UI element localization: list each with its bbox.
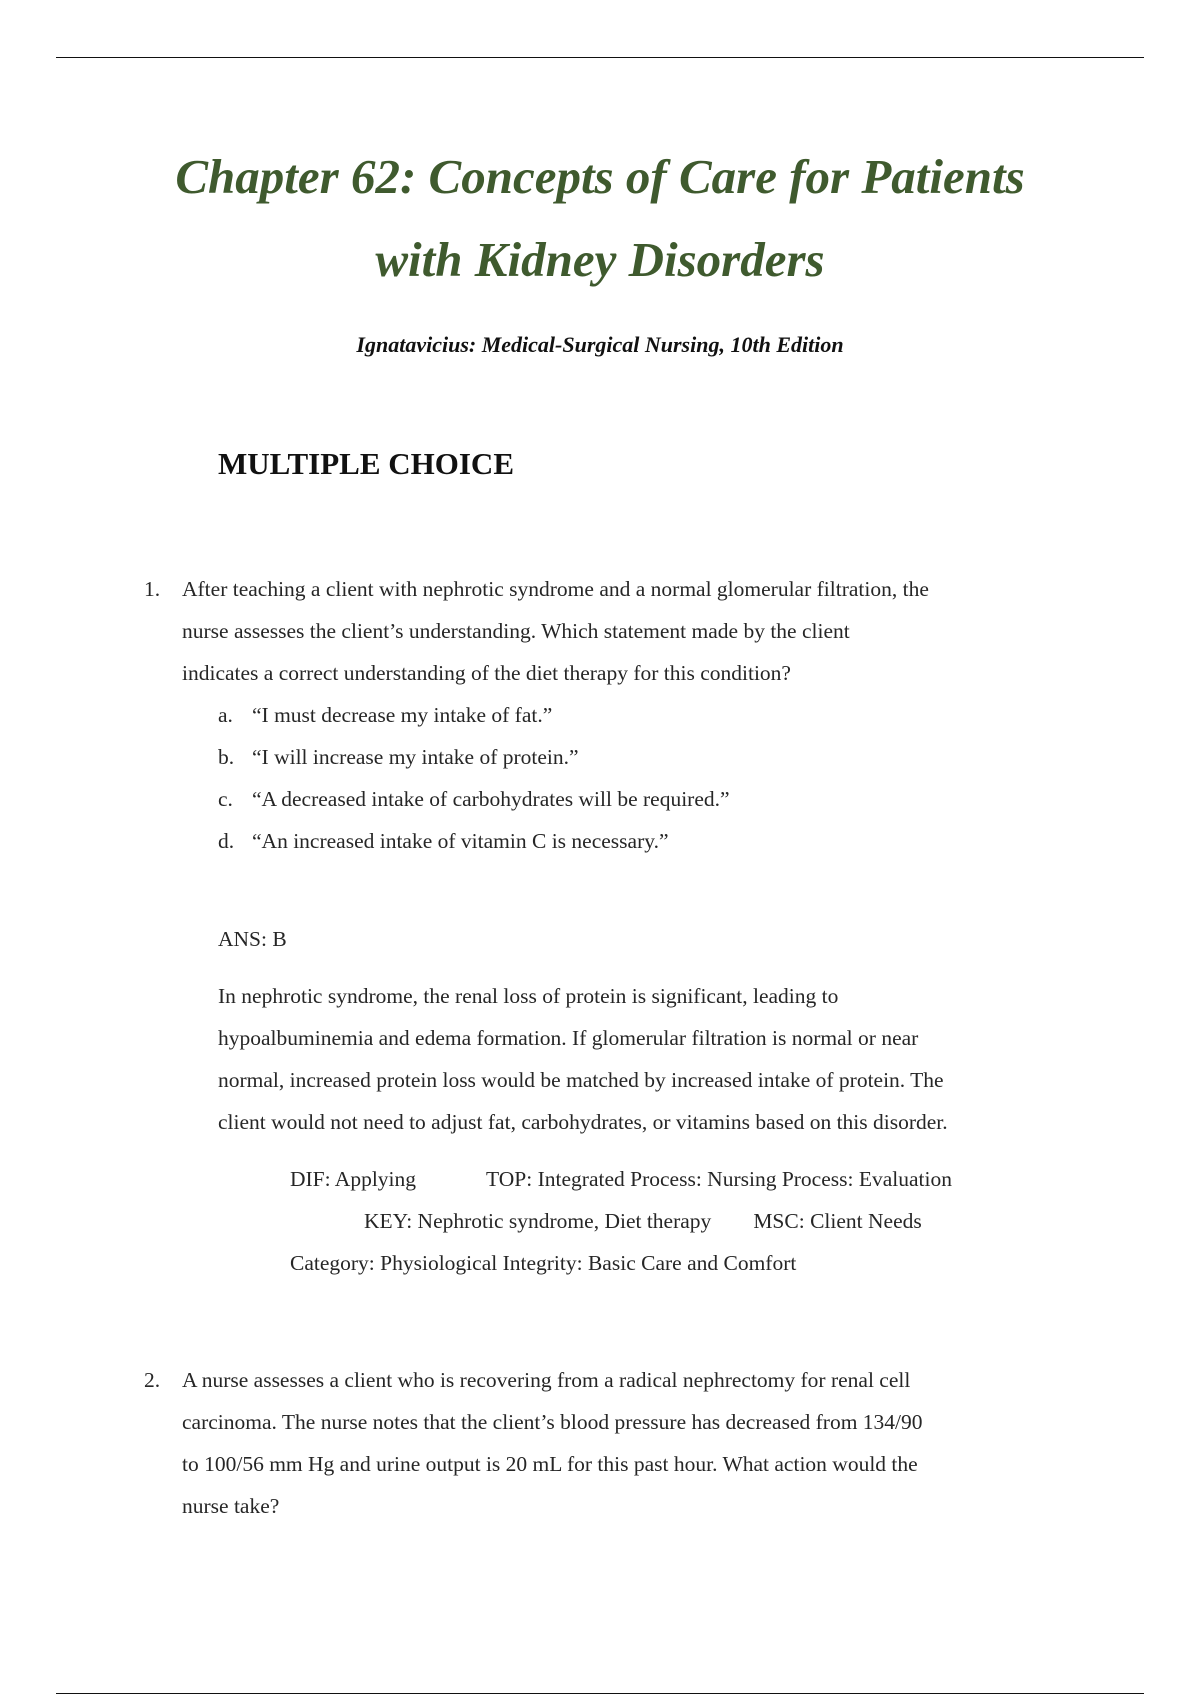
option-text: “I must decrease my intake of fat.” [252,703,553,727]
bottom-rule [56,1693,1144,1694]
category-tag: Category: Physiological Integrity: Basic Care and Comfort [290,1251,797,1275]
option-letter: b. [218,745,235,769]
question-1 [144,568,1064,862]
top-rule [56,57,1144,58]
stem-line: After teaching a client with nephrotic syndrome and a normal glomerular filtration, the [182,577,929,601]
stem-line: nurse take? [182,1494,280,1518]
chapter-title-line-2: with Kidney Disorders [375,232,825,287]
question-2 [144,1359,1064,1527]
rationale-line: normal, increased protein loss would be matched by increased intake of protein. The [218,1068,944,1092]
option-letter: c. [218,787,233,811]
answer-key: ANS: B [218,927,287,951]
option-text: “A decreased intake of carbohydrates will be required.” [252,787,730,811]
option-letter: a. [218,703,233,727]
question-metadata [290,1158,1090,1284]
stem-line: A nurse assesses a client who is recovering from a radical nephrectomy for renal cell [182,1368,911,1392]
chapter-title-line-1: Chapter 62: Concepts of Care for Patients [175,149,1025,204]
option-text: “I will increase my intake of protein.” [252,745,579,769]
topic-tag: TOP: Integrated Process: Nursing Process: Evaluation [486,1167,952,1191]
rationale-line: client would not need to adjust fat, carbohydrates, or vitamins based on this disorder. [218,1110,948,1134]
question-stem [182,1359,1064,1527]
option-b [218,736,1064,778]
stem-line: nurse assesses the client’s understanding. Which statement made by the client [182,619,850,643]
option-c [218,778,1064,820]
option-a [218,694,1064,736]
stem-line: to 100/56 mm Hg and urine output is 20 mL for this past hour. What action would the [182,1452,918,1476]
key-tag: KEY: Nephrotic syndrome, Diet therapy [364,1209,712,1233]
rationale-line: hypoalbuminemia and edema formation. If glomerular filtration is normal or near [218,1026,919,1050]
question-number: 1. [144,577,161,601]
book-subtitle: Ignatavicius: Medical-Surgical Nursing, 10th Edition [356,332,844,357]
option-letter: d. [218,829,235,853]
rationale-line: In nephrotic syndrome, the renal loss of protein is significant, leading to [218,984,839,1008]
question-stem [182,568,1064,694]
msc-tag: MSC: Client Needs [753,1209,922,1233]
option-d [218,820,1064,862]
question-number: 2. [144,1368,161,1392]
stem-line: indicates a correct understanding of the diet therapy for this condition? [182,661,791,685]
option-text: “An increased intake of vitamin C is necessary.” [252,829,669,853]
answer-options [218,694,1064,862]
difficulty-tag: DIF: Applying [290,1167,417,1191]
rationale [218,975,1098,1143]
chapter-title [0,135,1200,301]
section-heading: MULTIPLE CHOICE [218,446,514,481]
stem-line: carcinoma. The nurse notes that the client’s blood pressure has decreased from 134/90 [182,1410,923,1434]
